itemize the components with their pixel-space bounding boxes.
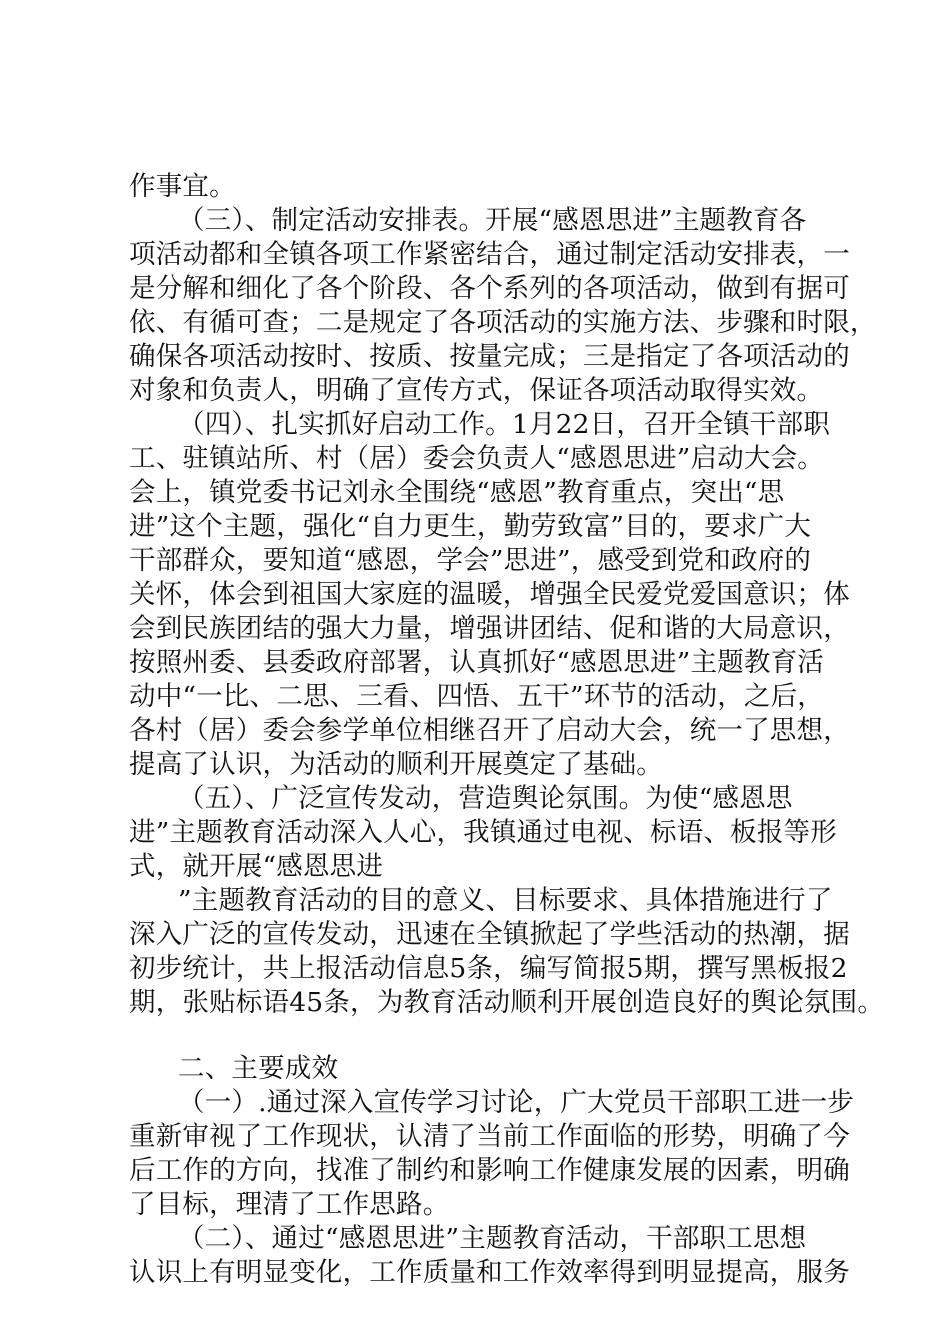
text-line: 深入广泛的宣传发动，迅速在全镇掀起了学些活动的热潮，据 — [129, 919, 850, 950]
text-line: 式，就开展“感恩思进 — [129, 851, 384, 882]
text-line: 确保各项活动按时、按质、按量完成；三是指定了各项活动的 — [129, 341, 850, 372]
text-line: 动中“一比、二思、三看、四悟、五干”环节的活动，之后， — [129, 681, 824, 712]
text-line: 进”主题教育活动深入人心，我镇通过电视、标语、板报等形 — [129, 817, 837, 848]
text-line: 提高了认识，为活动的顺利开展奠定了基础。 — [129, 749, 663, 780]
text-line: 期，张贴标语45条，为教育活动顺利开展创造良好的舆论氛围。 — [129, 987, 885, 1018]
text-line: 对象和负责人，明确了宣传方式，保证各项活动取得实效。 — [129, 375, 824, 406]
text-line: 初步统计，共上报活动信息5条，编写简报5期，撰写黑板报2 — [129, 953, 848, 984]
text-line: 作事宜。 — [129, 171, 236, 202]
text-line: 是分解和细化了各个阶段、各个系列的各项活动，做到有据可 — [129, 273, 850, 304]
text-line: （三）、制定活动安排表。开展“感恩思进”主题教育各 — [178, 205, 807, 236]
text-line: 进”这个主题，强化“自力更生，勤劳致富”目的，要求广大 — [129, 511, 812, 542]
text-line: （五）、广泛宣传发动，营造舆论氛围。为使“感恩思 — [178, 783, 793, 814]
text-line: 各村（居）委会参学单位相继召开了启动大会，统一了思想， — [129, 715, 850, 746]
text-line: 依、有循可查；二是规定了各项活动的实施方法、步骤和时限， — [129, 307, 877, 338]
text-line: 重新审视了工作现状，认清了当前工作面临的形势，明确了今 — [129, 1121, 850, 1152]
section-heading: 二、主要成效 — [178, 1053, 339, 1084]
text-line: 项活动都和全镇各项工作紧密结合，通过制定活动安排表，一 — [129, 239, 850, 270]
text-line: 认识上有明显变化，工作质量和工作效率得到明显提高，服务 — [129, 1257, 850, 1288]
text-line: 按照州委、县委政府部署，认真抓好“感恩思进”主题教育活 — [129, 647, 824, 678]
text-line: ”主题教育活动的目的意义、目标要求、具体措施进行了 — [178, 885, 833, 916]
text-line: （一）.通过深入宣传学习讨论，广大党员干部职工进一步 — [178, 1087, 855, 1118]
text-line: 会到民族团结的强大力量，增强讲团结、促和谐的大局意识， — [129, 613, 850, 644]
text-line: （四）、扎实抓好启动工作。1月22日，召开全镇干部职 — [178, 409, 831, 440]
text-line: 会上，镇党委书记刘永全围绕“感恩”教育重点，突出“思 — [129, 477, 785, 508]
text-line: 后工作的方向，找准了制约和影响工作健康发展的因素，明确 — [129, 1155, 850, 1186]
text-line: 工、驻镇站所、村（居）委会负责人“感恩思进”启动大会。 — [129, 443, 824, 474]
text-line: 关怀，体会到祖国大家庭的温暖，增强全民爱党爱国意识；体 — [129, 579, 850, 610]
text-line: 干部群众，要知道“感恩，学会”思进”，感受到党和政府的 — [129, 545, 812, 576]
text-line: 了目标，理清了工作思路。 — [129, 1189, 450, 1220]
text-line: （二）、通过“感恩思进”主题教育活动，干部职工思想 — [178, 1223, 807, 1254]
